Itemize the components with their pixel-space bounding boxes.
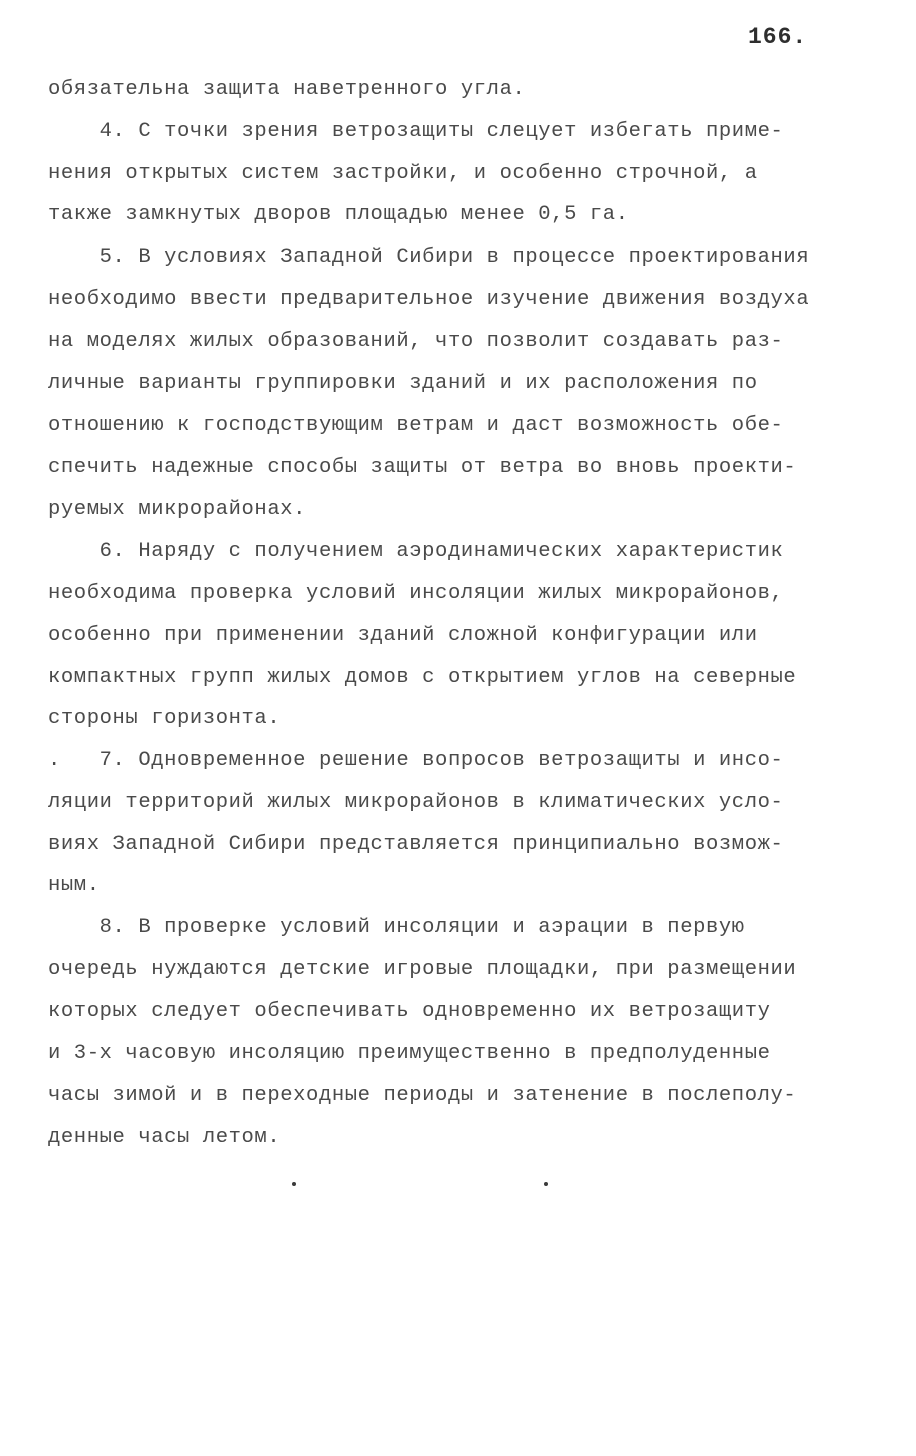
text-line: 4. С точки зрения ветрозащиты слецует избегать приме- <box>48 120 784 143</box>
text-line: особенно при применении зданий сложной конфигурации или <box>48 624 758 647</box>
text-line: виях Западной Сибири представляется принципиально возмож- <box>48 833 784 856</box>
text-line: личные варианты группировки зданий и их расположения по <box>48 372 758 395</box>
text-line: на моделях жилых образований, что позволит создавать раз- <box>48 330 784 353</box>
text-line: компактных групп жилых домов с открытием углов на северные <box>48 666 797 689</box>
text-line: необходима проверка условий инсоляции жилых микрорайонов, <box>48 582 784 605</box>
text-line: руемых микрорайонах. <box>48 498 307 521</box>
text-line: очередь нуждаются детские игровые площадки, при размещении <box>48 958 797 981</box>
text-line: 8. В проверке условий инсоляции и аэрации в первую <box>48 916 745 939</box>
text-line: которых следует обеспечивать одновременно их ветрозащиту <box>48 1000 771 1023</box>
text-line: ным. <box>48 874 100 897</box>
text-line: необходимо ввести предварительное изучение движения воздуха <box>48 288 810 311</box>
page-number: 166. <box>748 24 808 50</box>
decorative-dot <box>544 1182 548 1186</box>
text-line: стороны горизонта. <box>48 707 281 730</box>
text-line: часы зимой и в переходные периоды и затенение в послеполу- <box>48 1084 797 1107</box>
text-line: денные часы летом. <box>48 1126 281 1149</box>
text-line: 5. В условиях Западной Сибири в процессе проектирования <box>48 246 810 269</box>
text-line: 6. Наряду с получением аэродинамических характеристик <box>48 540 784 563</box>
text-line: спечить надежные способы защиты от ветра во вновь проекти- <box>48 456 797 479</box>
text-line: и 3-х часовую инсоляцию преимущественно в предполуденные <box>48 1042 771 1065</box>
text-line: нения открытых систем застройки, и особенно строчной, а <box>48 162 758 185</box>
text-line: . 7. Одновременное решение вопросов ветрозащиты и инсо- <box>48 749 784 772</box>
text-line: также замкнутых дворов площадью менее 0,5 га. <box>48 203 629 226</box>
text-line: отношению к господствующим ветрам и даст возможность обе- <box>48 414 784 437</box>
text-line: ляции территорий жилых микрорайонов в климатических усло- <box>48 791 784 814</box>
decorative-dot <box>292 1182 296 1186</box>
text-line: обязательна защита наветренного угла. <box>48 78 526 101</box>
